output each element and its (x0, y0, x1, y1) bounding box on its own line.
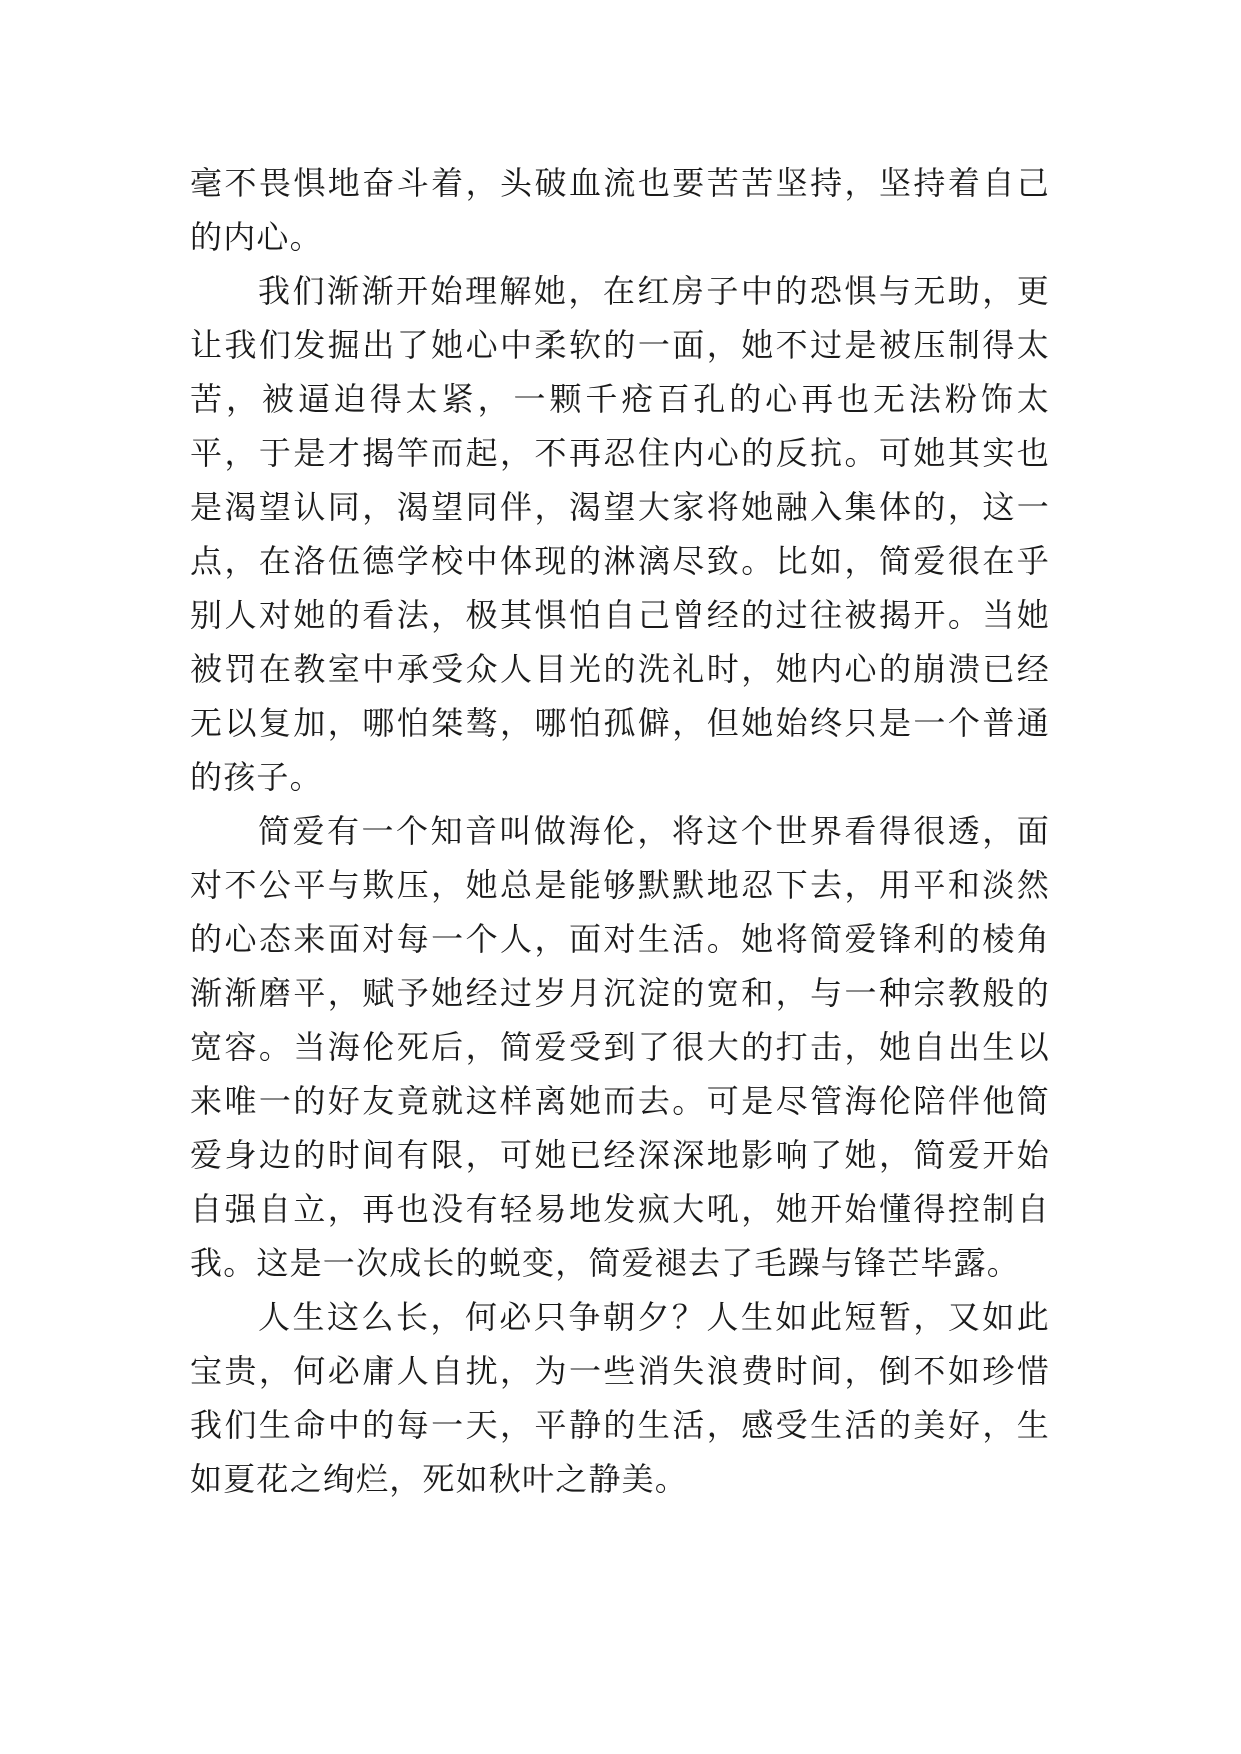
paragraph-4: 人生这么长，何必只争朝夕？人生如此短暂，又如此宝贵，何必庸人自扰，为一些消失浪费时间，倒不如珍惜我们生命中的每一天，平静的生活，感受生活的美好，生如夏花之绚烂，死如秋叶之静美。 (190, 1298, 1050, 1498)
paragraph-1: 毫不畏惧地奋斗着，头破血流也要苦苦坚持，坚持着自己的内心。 (190, 164, 1050, 256)
paragraph-3: 简爱有一个知音叫做海伦，将这个世界看得很透，面对不公平与欺压，她总是能够默默地忍下去，用平和淡然的心态来面对每一个人，面对生活。她将简爱锋利的棱角渐渐磨平，赋予她经过岁月沉淀的宽和，与一种宗教般的宽容。当海伦死后，简爱受到了很大的打击，她自出生以来唯一的好友竟就这样离她而去。可是尽管海伦陪伴他简爱身边的时间有限，可她已经深深地影响了她，简爱开始自强自立，再也没有轻易地发疯大吼，她开始懂得控制自我。这是一次成长的蜕变，简爱褪去了毛躁与锋芒毕露。 (190, 812, 1050, 1282)
paragraph-2: 我们渐渐开始理解她，在红房子中的恐惧与无助，更让我们发掘出了她心中柔软的一面，她不过是被压制得太苦，被逼迫得太紧，一颗千疮百孔的心再也无法粉饰太平，于是才揭竿而起，不再忍住内心的反抗。可她其实也是渴望认同，渴望同伴，渴望大家将她融入集体的，这一点，在洛伍德学校中体现的淋漓尽致。比如，简爱很在乎别人对她的看法，极其惧怕自己曾经的过往被揭开。当她被罚在教室中承受众人目光的洗礼时，她内心的崩溃已经无以复加，哪怕桀骜，哪怕孤僻，但她始终只是一个普通的孩子。 (190, 272, 1050, 796)
body-text (190, 156, 1050, 1506)
